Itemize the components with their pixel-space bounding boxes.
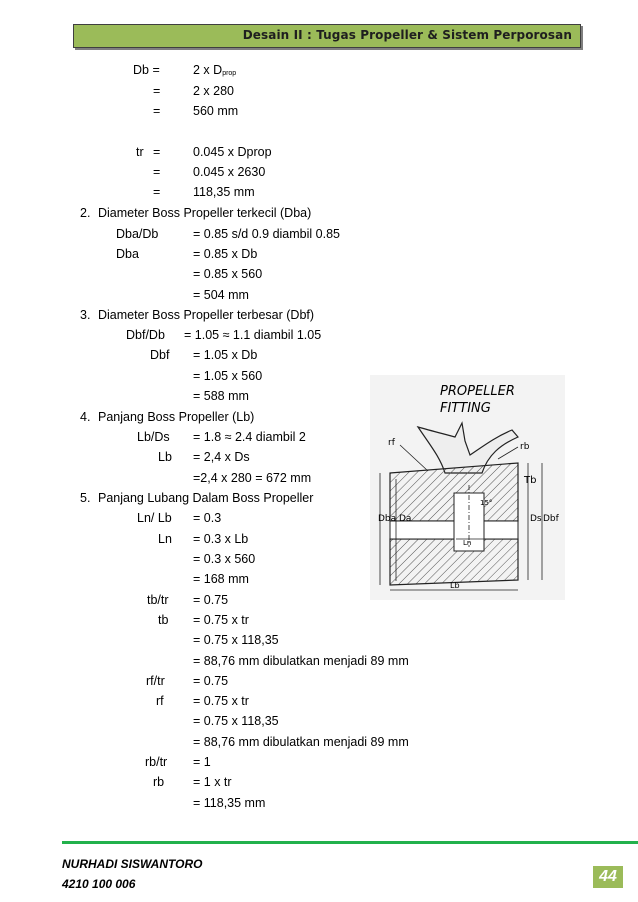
- propeller-fitting-figure: [370, 375, 565, 600]
- sec5-number: 5.: [80, 491, 91, 505]
- sec4-value-2: = 2,4 x Ds: [193, 450, 250, 464]
- db-eq-3: =: [153, 104, 161, 118]
- label-dba: Dba: [378, 514, 397, 524]
- sec2-label-1: Dba/Db: [116, 227, 159, 241]
- tr-eq-3: =: [153, 185, 161, 199]
- sec5-value-10: = 0.75 x tr: [193, 694, 249, 708]
- sec5-label-2: Ln: [158, 532, 172, 546]
- tr-value-2: 0.045 x 2630: [193, 165, 266, 179]
- sec3-title: Diameter Boss Propeller terbesar (Dbf): [98, 308, 315, 322]
- sec5-label-13: rb/tr: [145, 755, 168, 769]
- sec2-number: 2.: [80, 206, 91, 220]
- sec4-label-1: Lb/Ds: [137, 430, 170, 444]
- page-number: 44: [593, 866, 623, 888]
- sec5-value-14: = 1 x tr: [193, 775, 232, 789]
- sec2-value-2: = 0.85 x Db: [193, 247, 258, 261]
- footer-divider: [62, 841, 638, 844]
- sec5-label-14: rb: [153, 775, 165, 789]
- tr-eq-2: =: [153, 165, 161, 179]
- sec4-number: 4.: [80, 410, 91, 424]
- sec5-label-9: rf/tr: [146, 674, 165, 688]
- sec5-title: Panjang Lubang Dalam Boss Propeller: [98, 491, 314, 505]
- header-title: Desain II : Tugas Propeller & Sistem Perporosan: [242, 28, 572, 42]
- sec2-value-1: = 0.85 s/d 0.9 diambil 0.85: [193, 227, 340, 241]
- sec3-label-2: Dbf: [150, 348, 170, 362]
- sec2-label-2: Dba: [116, 247, 139, 261]
- author-name: NURHADI SISWANTORO: [62, 857, 203, 871]
- sec5-value-12: = 88,76 mm dibulatkan menjadi 89 mm: [193, 735, 409, 749]
- db-value-3: 560 mm: [193, 104, 239, 118]
- sec5-value-4: = 168 mm: [193, 572, 249, 586]
- sec4-label-2: Lb: [158, 450, 172, 464]
- sec5-label-5: tb/tr: [147, 593, 169, 607]
- label-dbf: Dbf: [543, 514, 559, 524]
- label-ln: Ln: [463, 539, 472, 547]
- sec5-value-7: = 0.75 x 118,35: [193, 633, 279, 647]
- sec5-value-3: = 0.3 x 560: [193, 552, 256, 566]
- sec3-value-4: = 588 mm: [193, 389, 249, 403]
- tr-eq-1: =: [153, 145, 161, 159]
- sec5-label-1: Ln/ Lb: [137, 511, 172, 525]
- sec4-value-1: = 1.8 ≈ 2.4 diambil 2: [193, 430, 306, 444]
- label-ds: Ds: [530, 514, 542, 524]
- db-formula: [193, 63, 236, 81]
- db-formula-sub: prop: [222, 70, 237, 77]
- sec5-value-8: = 88,76 mm dibulatkan menjadi 89 mm: [193, 654, 409, 668]
- sec5-value-6: = 0.75 x tr: [193, 613, 249, 627]
- sec3-value-1: = 1.05 ≈ 1.1 diambil 1.05: [184, 328, 322, 342]
- label-tb: Tb: [524, 475, 537, 486]
- figure-title-1: PROPELLER: [440, 384, 515, 399]
- db-label: Db =: [133, 63, 160, 77]
- label-da: Da: [399, 514, 412, 524]
- sec5-value-13: = 1: [193, 755, 211, 769]
- header-bar: [73, 24, 581, 48]
- sec5-value-11: = 0.75 x 118,35: [193, 714, 279, 728]
- db-eq-2: =: [153, 84, 161, 98]
- label-rb: rb: [520, 442, 530, 452]
- author-id: 4210 100 006: [62, 877, 136, 891]
- sec5-value-2: = 0.3 x Lb: [193, 532, 249, 546]
- sec5-label-6: tb: [158, 613, 169, 627]
- sec5-value-15: = 118,35 mm: [193, 796, 266, 810]
- label-rf: rf: [388, 438, 395, 448]
- sec2-title: Diameter Boss Propeller terkecil (Dba): [98, 206, 312, 220]
- figure-title-2: FITTING: [440, 401, 491, 416]
- tr-value-3: 118,35 mm: [193, 185, 255, 199]
- label-lb: Lb: [450, 581, 460, 590]
- sec5-value-9: = 0.75: [193, 674, 229, 688]
- sec2-value-4: = 504 mm: [193, 288, 249, 302]
- sec5-label-10: rf: [156, 694, 164, 708]
- sec3-value-2: = 1.05 x Db: [193, 348, 258, 362]
- sec2-value-3: = 0.85 x 560: [193, 267, 263, 281]
- sec5-value-5: = 0.75: [193, 593, 229, 607]
- sec3-label-1: Dbf/Db: [126, 328, 165, 342]
- db-value-2: 2 x 280: [193, 84, 235, 98]
- sec3-value-3: = 1.05 x 560: [193, 369, 263, 383]
- sec5-value-1: = 0.3: [193, 511, 222, 525]
- tr-value-1: 0.045 x Dprop: [193, 145, 272, 159]
- sec4-title: Panjang Boss Propeller (Lb): [98, 410, 255, 424]
- sec3-number: 3.: [80, 308, 91, 322]
- label-angle: 15°: [480, 499, 493, 507]
- db-formula-text: 2 x D: [193, 63, 223, 77]
- tr-label: tr: [136, 145, 144, 159]
- sec4-value-3: =2,4 x 280 = 672 mm: [193, 471, 312, 485]
